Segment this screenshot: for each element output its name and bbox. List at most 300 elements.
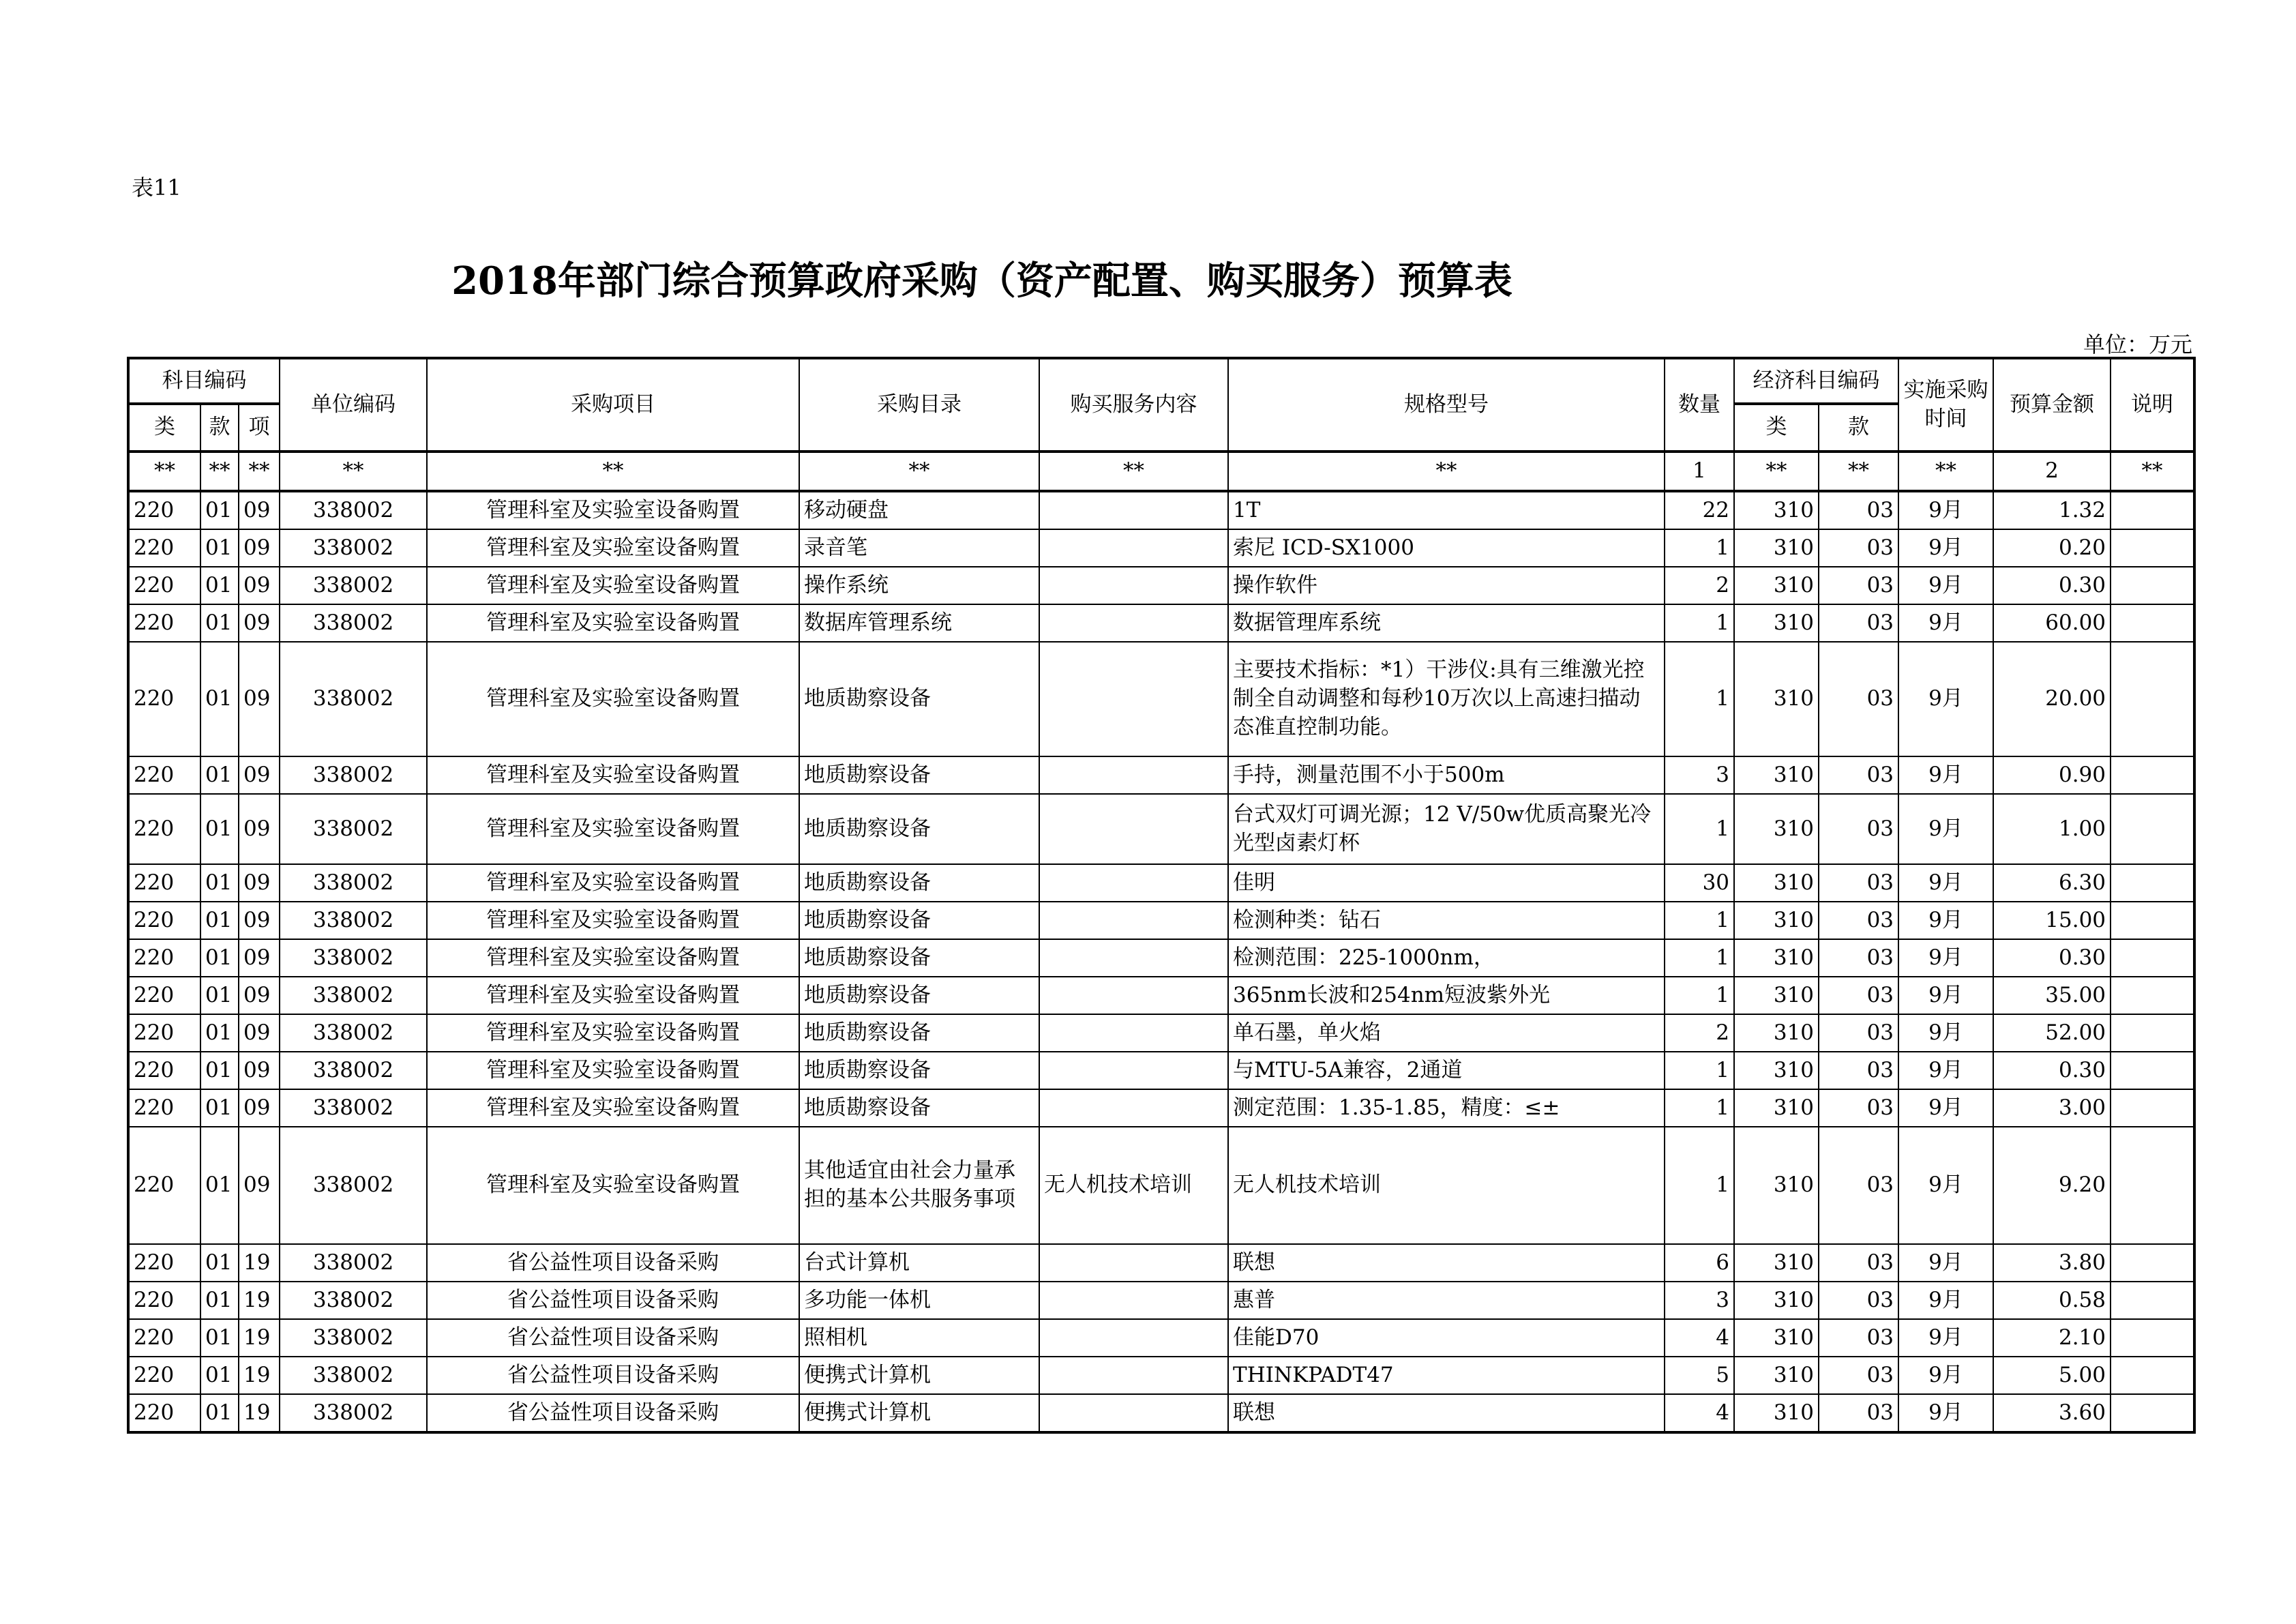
marks-cell-lei: ** xyxy=(128,452,200,491)
cell-service xyxy=(1039,1089,1228,1127)
cell-service xyxy=(1039,567,1228,604)
cell-project: 省公益性项目设备采购 xyxy=(427,1244,799,1282)
cell-qty: 22 xyxy=(1665,491,1734,529)
cell-spec: 与MTU-5A兼容，2通道 xyxy=(1228,1052,1665,1089)
cell-qty: 1 xyxy=(1665,1089,1734,1127)
table-row xyxy=(128,604,2194,642)
marks-cell-catalog: ** xyxy=(799,452,1039,491)
cell-time: 9月 xyxy=(1898,756,1993,794)
cell-qty: 1 xyxy=(1665,1127,1734,1244)
cell-time: 9月 xyxy=(1898,529,1993,567)
cell-econ-lei: 310 xyxy=(1734,1319,1819,1357)
cell-lei: 220 xyxy=(128,1244,200,1282)
cell-time: 9月 xyxy=(1898,864,1993,902)
cell-lei: 220 xyxy=(128,604,200,642)
table-row xyxy=(128,1014,2194,1052)
table-body xyxy=(128,452,2194,1432)
cell-kuan: 01 xyxy=(200,902,239,939)
cell-note xyxy=(2111,567,2194,604)
cell-lei: 220 xyxy=(128,1052,200,1089)
cell-lei: 220 xyxy=(128,1357,200,1394)
cell-xiang: 09 xyxy=(239,642,280,756)
cell-project: 省公益性项目设备采购 xyxy=(427,1394,799,1432)
cell-note xyxy=(2111,902,2194,939)
cell-service xyxy=(1039,1052,1228,1089)
cell-project: 省公益性项目设备采购 xyxy=(427,1282,799,1319)
cell-amount: 0.90 xyxy=(1993,756,2111,794)
cell-service xyxy=(1039,1282,1228,1319)
marks-cell-spec: ** xyxy=(1228,452,1665,491)
cell-xiang: 09 xyxy=(239,1052,280,1089)
cell-time: 9月 xyxy=(1898,939,1993,977)
marks-cell-note: ** xyxy=(2111,452,2194,491)
cell-time: 9月 xyxy=(1898,902,1993,939)
cell-project: 省公益性项目设备采购 xyxy=(427,1319,799,1357)
cell-lei: 220 xyxy=(128,977,200,1014)
cell-lei: 220 xyxy=(128,642,200,756)
header-unit-code: 单位编码 xyxy=(280,358,427,452)
cell-project: 管理科室及实验室设备购置 xyxy=(427,1014,799,1052)
cell-unit-code: 338002 xyxy=(280,1244,427,1282)
cell-note xyxy=(2111,491,2194,529)
table-row xyxy=(128,1089,2194,1127)
cell-lei: 220 xyxy=(128,491,200,529)
cell-service xyxy=(1039,604,1228,642)
cell-project: 管理科室及实验室设备购置 xyxy=(427,977,799,1014)
cell-service xyxy=(1039,491,1228,529)
cell-econ-kuan: 03 xyxy=(1819,1394,1898,1432)
cell-econ-lei: 310 xyxy=(1734,491,1819,529)
cell-spec: 联想 xyxy=(1228,1394,1665,1432)
cell-catalog: 数据库管理系统 xyxy=(799,604,1039,642)
header-catalog: 采购目录 xyxy=(799,358,1039,452)
cell-note xyxy=(2111,1127,2194,1244)
cell-kuan: 01 xyxy=(200,491,239,529)
cell-project: 管理科室及实验室设备购置 xyxy=(427,1089,799,1127)
header-spec: 规格型号 xyxy=(1228,358,1665,452)
table-label: 表11 xyxy=(132,175,181,201)
cell-econ-kuan: 03 xyxy=(1819,902,1898,939)
cell-service xyxy=(1039,977,1228,1014)
cell-spec: 数据管理库系统 xyxy=(1228,604,1665,642)
header-note: 说明 xyxy=(2111,358,2194,452)
cell-kuan: 01 xyxy=(200,1357,239,1394)
cell-spec: 联想 xyxy=(1228,1244,1665,1282)
cell-service xyxy=(1039,1244,1228,1282)
header-amount: 预算金额 xyxy=(1993,358,2111,452)
cell-time: 9月 xyxy=(1898,1394,1993,1432)
cell-amount: 3.80 xyxy=(1993,1244,2111,1282)
cell-xiang: 19 xyxy=(239,1394,280,1432)
table-row xyxy=(128,642,2194,756)
cell-econ-kuan: 03 xyxy=(1819,491,1898,529)
cell-unit-code: 338002 xyxy=(280,864,427,902)
cell-time: 9月 xyxy=(1898,1014,1993,1052)
page-title: 2018年部门综合预算政府采购（资产配置、购买服务）预算表 xyxy=(451,259,1512,304)
cell-catalog: 地质勘察设备 xyxy=(799,756,1039,794)
cell-lei: 220 xyxy=(128,1014,200,1052)
cell-econ-kuan: 03 xyxy=(1819,604,1898,642)
cell-project: 管理科室及实验室设备购置 xyxy=(427,529,799,567)
cell-catalog: 地质勘察设备 xyxy=(799,642,1039,756)
cell-catalog: 多功能一体机 xyxy=(799,1282,1039,1319)
cell-catalog: 地质勘察设备 xyxy=(799,1014,1039,1052)
cell-amount: 3.60 xyxy=(1993,1394,2111,1432)
cell-catalog: 移动硬盘 xyxy=(799,491,1039,529)
cell-note xyxy=(2111,604,2194,642)
cell-amount: 9.20 xyxy=(1993,1127,2111,1244)
cell-service xyxy=(1039,642,1228,756)
marks-cell-qty: 1 xyxy=(1665,452,1734,491)
table-row xyxy=(128,1357,2194,1394)
cell-amount: 60.00 xyxy=(1993,604,2111,642)
cell-qty: 30 xyxy=(1665,864,1734,902)
cell-econ-lei: 310 xyxy=(1734,1127,1819,1244)
cell-amount: 15.00 xyxy=(1993,902,2111,939)
cell-unit-code: 338002 xyxy=(280,1052,427,1089)
cell-econ-kuan: 03 xyxy=(1819,1357,1898,1394)
cell-econ-lei: 310 xyxy=(1734,1052,1819,1089)
cell-spec: 操作软件 xyxy=(1228,567,1665,604)
cell-note xyxy=(2111,1244,2194,1282)
cell-note xyxy=(2111,1394,2194,1432)
cell-spec: 手持，测量范围不小于500m xyxy=(1228,756,1665,794)
header-lei: 类 xyxy=(128,404,200,452)
cell-unit-code: 338002 xyxy=(280,939,427,977)
cell-catalog: 地质勘察设备 xyxy=(799,939,1039,977)
cell-time: 9月 xyxy=(1898,1127,1993,1244)
cell-project: 管理科室及实验室设备购置 xyxy=(427,902,799,939)
cell-unit-code: 338002 xyxy=(280,529,427,567)
cell-service xyxy=(1039,864,1228,902)
cell-catalog: 地质勘察设备 xyxy=(799,864,1039,902)
cell-catalog: 便携式计算机 xyxy=(799,1357,1039,1394)
cell-note xyxy=(2111,642,2194,756)
header-xiang: 项 xyxy=(239,404,280,452)
cell-econ-kuan: 03 xyxy=(1819,1244,1898,1282)
cell-xiang: 09 xyxy=(239,977,280,1014)
cell-kuan: 01 xyxy=(200,756,239,794)
cell-lei: 220 xyxy=(128,1282,200,1319)
cell-service: 无人机技术培训 xyxy=(1039,1127,1228,1244)
cell-unit-code: 338002 xyxy=(280,491,427,529)
cell-xiang: 09 xyxy=(239,756,280,794)
cell-catalog: 照相机 xyxy=(799,1319,1039,1357)
cell-spec: 主要技术指标：*1）干涉仪:具有三维激光控制全自动调整和每秒10万次以上高速扫描动态准直控制功能。 xyxy=(1228,642,1665,756)
cell-amount: 35.00 xyxy=(1993,977,2111,1014)
cell-econ-kuan: 03 xyxy=(1819,529,1898,567)
cell-time: 9月 xyxy=(1898,794,1993,864)
cell-lei: 220 xyxy=(128,529,200,567)
cell-project: 管理科室及实验室设备购置 xyxy=(427,567,799,604)
table-row xyxy=(128,1127,2194,1244)
cell-unit-code: 338002 xyxy=(280,1394,427,1432)
cell-unit-code: 338002 xyxy=(280,1089,427,1127)
cell-note xyxy=(2111,794,2194,864)
cell-spec: 佳能D70 xyxy=(1228,1319,1665,1357)
marks-cell-amount: 2 xyxy=(1993,452,2111,491)
cell-qty: 1 xyxy=(1665,604,1734,642)
cell-kuan: 01 xyxy=(200,1089,239,1127)
cell-xiang: 19 xyxy=(239,1357,280,1394)
cell-kuan: 01 xyxy=(200,1282,239,1319)
cell-qty: 1 xyxy=(1665,1052,1734,1089)
cell-xiang: 19 xyxy=(239,1282,280,1319)
header-subject-code: 科目编码 xyxy=(128,358,280,404)
cell-service xyxy=(1039,529,1228,567)
cell-econ-kuan: 03 xyxy=(1819,939,1898,977)
cell-amount: 0.30 xyxy=(1993,1052,2111,1089)
cell-unit-code: 338002 xyxy=(280,902,427,939)
table-row xyxy=(128,902,2194,939)
cell-kuan: 01 xyxy=(200,864,239,902)
cell-amount: 1.00 xyxy=(1993,794,2111,864)
cell-lei: 220 xyxy=(128,756,200,794)
cell-econ-lei: 310 xyxy=(1734,939,1819,977)
cell-econ-lei: 310 xyxy=(1734,864,1819,902)
cell-time: 9月 xyxy=(1898,642,1993,756)
cell-note xyxy=(2111,1357,2194,1394)
cell-unit-code: 338002 xyxy=(280,1319,427,1357)
cell-amount: 0.30 xyxy=(1993,567,2111,604)
cell-project: 管理科室及实验室设备购置 xyxy=(427,642,799,756)
cell-kuan: 01 xyxy=(200,529,239,567)
cell-qty: 3 xyxy=(1665,756,1734,794)
cell-unit-code: 338002 xyxy=(280,604,427,642)
cell-lei: 220 xyxy=(128,794,200,864)
cell-unit-code: 338002 xyxy=(280,1014,427,1052)
header-project: 采购项目 xyxy=(427,358,799,452)
header-kuan: 款 xyxy=(200,404,239,452)
cell-amount: 20.00 xyxy=(1993,642,2111,756)
cell-project: 管理科室及实验室设备购置 xyxy=(427,794,799,864)
marks-cell-kuan: ** xyxy=(200,452,239,491)
cell-time: 9月 xyxy=(1898,1282,1993,1319)
cell-amount: 52.00 xyxy=(1993,1014,2111,1052)
cell-econ-kuan: 03 xyxy=(1819,642,1898,756)
cell-econ-lei: 310 xyxy=(1734,567,1819,604)
cell-kuan: 01 xyxy=(200,794,239,864)
cell-catalog: 台式计算机 xyxy=(799,1244,1039,1282)
cell-econ-lei: 310 xyxy=(1734,1394,1819,1432)
cell-xiang: 09 xyxy=(239,491,280,529)
cell-kuan: 01 xyxy=(200,1394,239,1432)
cell-amount: 3.00 xyxy=(1993,1089,2111,1127)
cell-kuan: 01 xyxy=(200,977,239,1014)
cell-econ-lei: 310 xyxy=(1734,902,1819,939)
cell-kuan: 01 xyxy=(200,1319,239,1357)
table-row xyxy=(128,939,2194,977)
cell-spec: 台式双灯可调光源；12 V/50w优质高聚光冷光型卤素灯杯 xyxy=(1228,794,1665,864)
cell-unit-code: 338002 xyxy=(280,642,427,756)
cell-econ-kuan: 03 xyxy=(1819,1319,1898,1357)
marks-cell-unit-code: ** xyxy=(280,452,427,491)
cell-unit-code: 338002 xyxy=(280,1127,427,1244)
cell-spec: 1T xyxy=(1228,491,1665,529)
table-row xyxy=(128,529,2194,567)
budget-table xyxy=(127,357,2196,1434)
cell-catalog: 录音笔 xyxy=(799,529,1039,567)
cell-note xyxy=(2111,529,2194,567)
cell-service xyxy=(1039,1014,1228,1052)
cell-qty: 5 xyxy=(1665,1357,1734,1394)
cell-xiang: 09 xyxy=(239,1089,280,1127)
marks-cell-econ-kuan: ** xyxy=(1819,452,1898,491)
cell-qty: 1 xyxy=(1665,939,1734,977)
header-econ-code: 经济科目编码 xyxy=(1734,358,1898,404)
cell-xiang: 09 xyxy=(239,604,280,642)
cell-qty: 2 xyxy=(1665,567,1734,604)
cell-econ-lei: 310 xyxy=(1734,604,1819,642)
cell-econ-lei: 310 xyxy=(1734,1282,1819,1319)
cell-econ-lei: 310 xyxy=(1734,977,1819,1014)
marks-cell-service: ** xyxy=(1039,452,1228,491)
cell-time: 9月 xyxy=(1898,1052,1993,1089)
table-row xyxy=(128,1282,2194,1319)
cell-econ-kuan: 03 xyxy=(1819,756,1898,794)
cell-xiang: 09 xyxy=(239,1127,280,1244)
cell-amount: 0.30 xyxy=(1993,939,2111,977)
cell-project: 管理科室及实验室设备购置 xyxy=(427,1127,799,1244)
cell-catalog: 地质勘察设备 xyxy=(799,1052,1039,1089)
cell-amount: 6.30 xyxy=(1993,864,2111,902)
cell-xiang: 09 xyxy=(239,864,280,902)
cell-time: 9月 xyxy=(1898,1089,1993,1127)
cell-spec: THINKPADT47 xyxy=(1228,1357,1665,1394)
cell-service xyxy=(1039,1357,1228,1394)
cell-unit-code: 338002 xyxy=(280,794,427,864)
cell-note xyxy=(2111,1052,2194,1089)
cell-econ-lei: 310 xyxy=(1734,642,1819,756)
cell-econ-kuan: 03 xyxy=(1819,794,1898,864)
cell-time: 9月 xyxy=(1898,1319,1993,1357)
cell-note xyxy=(2111,977,2194,1014)
cell-qty: 1 xyxy=(1665,529,1734,567)
cell-spec: 惠普 xyxy=(1228,1282,1665,1319)
cell-qty: 1 xyxy=(1665,977,1734,1014)
cell-service xyxy=(1039,1394,1228,1432)
cell-xiang: 09 xyxy=(239,939,280,977)
table-row xyxy=(128,1244,2194,1282)
cell-kuan: 01 xyxy=(200,567,239,604)
cell-econ-kuan: 03 xyxy=(1819,864,1898,902)
cell-amount: 1.32 xyxy=(1993,491,2111,529)
cell-project: 管理科室及实验室设备购置 xyxy=(427,491,799,529)
cell-project: 管理科室及实验室设备购置 xyxy=(427,939,799,977)
cell-note xyxy=(2111,1319,2194,1357)
cell-catalog: 其他适宜由社会力量承担的基本公共服务事项 xyxy=(799,1127,1039,1244)
cell-project: 管理科室及实验室设备购置 xyxy=(427,756,799,794)
table-header xyxy=(128,358,2194,452)
cell-econ-kuan: 03 xyxy=(1819,977,1898,1014)
cell-service xyxy=(1039,794,1228,864)
header-time: 实施采购时间 xyxy=(1898,358,1993,452)
cell-catalog: 地质勘察设备 xyxy=(799,1089,1039,1127)
cell-spec: 测定范围：1.35-1.85，精度：≤± xyxy=(1228,1089,1665,1127)
cell-lei: 220 xyxy=(128,1089,200,1127)
table-row xyxy=(128,756,2194,794)
cell-qty: 1 xyxy=(1665,902,1734,939)
cell-econ-lei: 310 xyxy=(1734,756,1819,794)
cell-kuan: 01 xyxy=(200,939,239,977)
header-econ-lei: 类 xyxy=(1734,404,1819,452)
cell-project: 省公益性项目设备采购 xyxy=(427,1357,799,1394)
cell-note xyxy=(2111,1014,2194,1052)
cell-lei: 220 xyxy=(128,1319,200,1357)
cell-lei: 220 xyxy=(128,1394,200,1432)
cell-project: 管理科室及实验室设备购置 xyxy=(427,1052,799,1089)
cell-xiang: 19 xyxy=(239,1319,280,1357)
cell-kuan: 01 xyxy=(200,1052,239,1089)
cell-catalog: 操作系统 xyxy=(799,567,1039,604)
cell-qty: 4 xyxy=(1665,1319,1734,1357)
cell-kuan: 01 xyxy=(200,642,239,756)
cell-kuan: 01 xyxy=(200,604,239,642)
cell-kuan: 01 xyxy=(200,1127,239,1244)
cell-xiang: 09 xyxy=(239,902,280,939)
header-qty: 数量 xyxy=(1665,358,1734,452)
cell-unit-code: 338002 xyxy=(280,977,427,1014)
cell-time: 9月 xyxy=(1898,491,1993,529)
cell-lei: 220 xyxy=(128,864,200,902)
cell-unit-code: 338002 xyxy=(280,567,427,604)
cell-lei: 220 xyxy=(128,567,200,604)
cell-qty: 1 xyxy=(1665,642,1734,756)
cell-project: 管理科室及实验室设备购置 xyxy=(427,604,799,642)
cell-qty: 4 xyxy=(1665,1394,1734,1432)
cell-note xyxy=(2111,756,2194,794)
cell-time: 9月 xyxy=(1898,604,1993,642)
cell-amount: 2.10 xyxy=(1993,1319,2111,1357)
cell-econ-kuan: 03 xyxy=(1819,1127,1898,1244)
cell-econ-lei: 310 xyxy=(1734,794,1819,864)
table-row xyxy=(128,977,2194,1014)
cell-service xyxy=(1039,1319,1228,1357)
table-row xyxy=(128,1052,2194,1089)
cell-note xyxy=(2111,1282,2194,1319)
cell-econ-kuan: 03 xyxy=(1819,1052,1898,1089)
table-row xyxy=(128,1319,2194,1357)
cell-spec: 检测范围：225-1000nm， xyxy=(1228,939,1665,977)
cell-xiang: 09 xyxy=(239,794,280,864)
marks-cell-project: ** xyxy=(427,452,799,491)
cell-catalog: 地质勘察设备 xyxy=(799,977,1039,1014)
table-row xyxy=(128,794,2194,864)
cell-lei: 220 xyxy=(128,939,200,977)
cell-econ-kuan: 03 xyxy=(1819,1089,1898,1127)
marks-cell-time: ** xyxy=(1898,452,1993,491)
cell-econ-lei: 310 xyxy=(1734,1089,1819,1127)
cell-catalog: 地质勘察设备 xyxy=(799,902,1039,939)
cell-time: 9月 xyxy=(1898,567,1993,604)
cell-lei: 220 xyxy=(128,1127,200,1244)
cell-service xyxy=(1039,939,1228,977)
header-econ-kuan: 款 xyxy=(1819,404,1898,452)
cell-spec: 索尼 ICD-SX1000 xyxy=(1228,529,1665,567)
cell-spec: 365nm长波和254nm短波紫外光 xyxy=(1228,977,1665,1014)
cell-qty: 2 xyxy=(1665,1014,1734,1052)
cell-unit-code: 338002 xyxy=(280,1357,427,1394)
cell-spec: 无人机技术培训 xyxy=(1228,1127,1665,1244)
cell-econ-lei: 310 xyxy=(1734,1357,1819,1394)
cell-econ-lei: 310 xyxy=(1734,529,1819,567)
cell-note xyxy=(2111,1089,2194,1127)
cell-econ-lei: 310 xyxy=(1734,1244,1819,1282)
cell-note xyxy=(2111,864,2194,902)
cell-catalog: 地质勘察设备 xyxy=(799,794,1039,864)
cell-xiang: 09 xyxy=(239,1014,280,1052)
cell-project: 管理科室及实验室设备购置 xyxy=(427,864,799,902)
